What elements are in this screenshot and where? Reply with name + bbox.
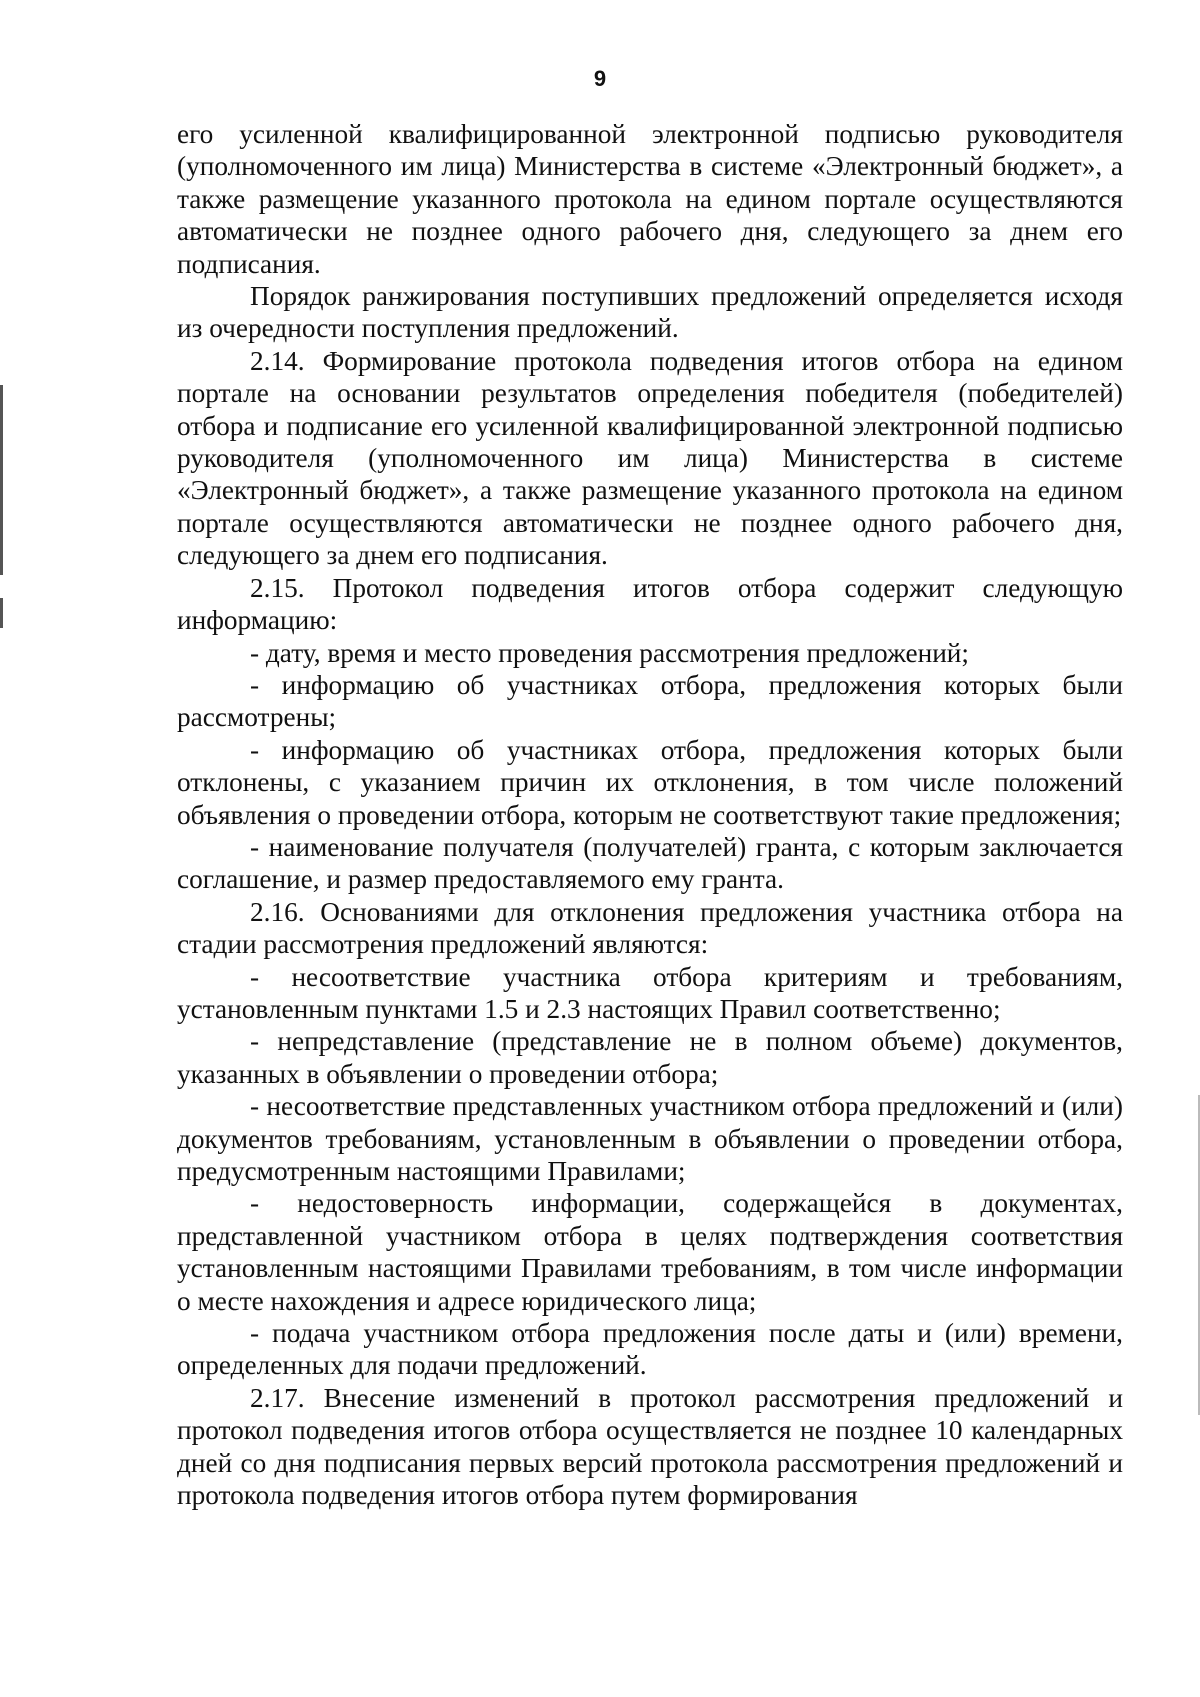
list-item: - информацию об участниках отбора, предложения которых были отклонены, с указанием причин их отклонения, в том числе положений объявления о проведении отбора, которым не соответствуют такие предложения; [177, 734, 1123, 830]
list-item: - подача участником отбора предложения после даты и (или) времени, определенных для подачи предложений. [177, 1318, 1123, 1381]
document-body [177, 118, 1123, 1511]
scan-edge-mark [0, 385, 3, 575]
paragraph: 2.15. Протокол подведения итогов отбора содержит следующую информацию: [177, 572, 1123, 636]
paragraph: его усиленной квалифицированной электронной подписью руководителя (уполномоченного им лица) Министерства в системе «Электронный бюджет», а также размещение указанного протокола на едином портале осуществляются автоматически не позднее одного рабочего дня, следующего за днем его подписания. [177, 119, 1123, 279]
list-item: - наименование получателя (получателей) гранта, с которым заключается соглашение, и размер предоставляемого ему гранта. [177, 831, 1123, 895]
list-item: - непредставление (представление не в полном объеме) документов, указанных в объявлении о проведении отбора; [177, 1026, 1123, 1089]
list-item: - дату, время и место проведения рассмотрения предложений; [250, 637, 969, 668]
scan-edge-mark [0, 598, 3, 628]
page-number: 9 [593, 66, 607, 91]
list-item: - информацию об участниках отбора, предложения которых были рассмотрены; [177, 669, 1123, 733]
list-item: - несоответствие представленных участником отбора предложений и (или) документов требованиям, установленным в объявлении о проведении отбора, предусмотренным настоящими Правилами; [177, 1091, 1123, 1186]
list-item: - несоответствие участника отбора критериям и требованиям, установленным пунктами 1.5 и 2.3 настоящих Правил соответственно; [177, 961, 1123, 1024]
paragraph: 2.17. Внесение изменений в протокол рассмотрения предложений и протокол подведения итогов отбора осуществляется не позднее 10 календарных дней со дня подписания первых версий протокола рассмотрения предложений и протокола подведения итогов отбора путем формирования [177, 1382, 1123, 1511]
paragraph: 2.14. Формирование протокола подведения итогов отбора на едином портале на основании результатов определения победителя (победителей) отбора и подписание его усиленной квалифицированной электронной подписью руководителя (уполномоченного им лица) Министерства в системе «Электронный бюджет», а также размещение указанного протокола на едином портале осуществляются автоматически не позднее одного рабочего дня, следующего за днем его подписания. [177, 345, 1123, 571]
paragraph: 2.16. Основаниями для отклонения предложения участника отбора на стадии рассмотрения предложений являются: [177, 896, 1123, 960]
paragraph: Порядок ранжирования поступивших предложений определяется исходя из очередности поступления предложений. [177, 281, 1123, 344]
list-item: - недостоверность информации, содержащейся в документах, представленной участником отбора в целях подтверждения соответствия установленным настоящими Правилами требованиям, в том числе информации о месте нахождения и адресе юридического лица; [177, 1188, 1123, 1316]
